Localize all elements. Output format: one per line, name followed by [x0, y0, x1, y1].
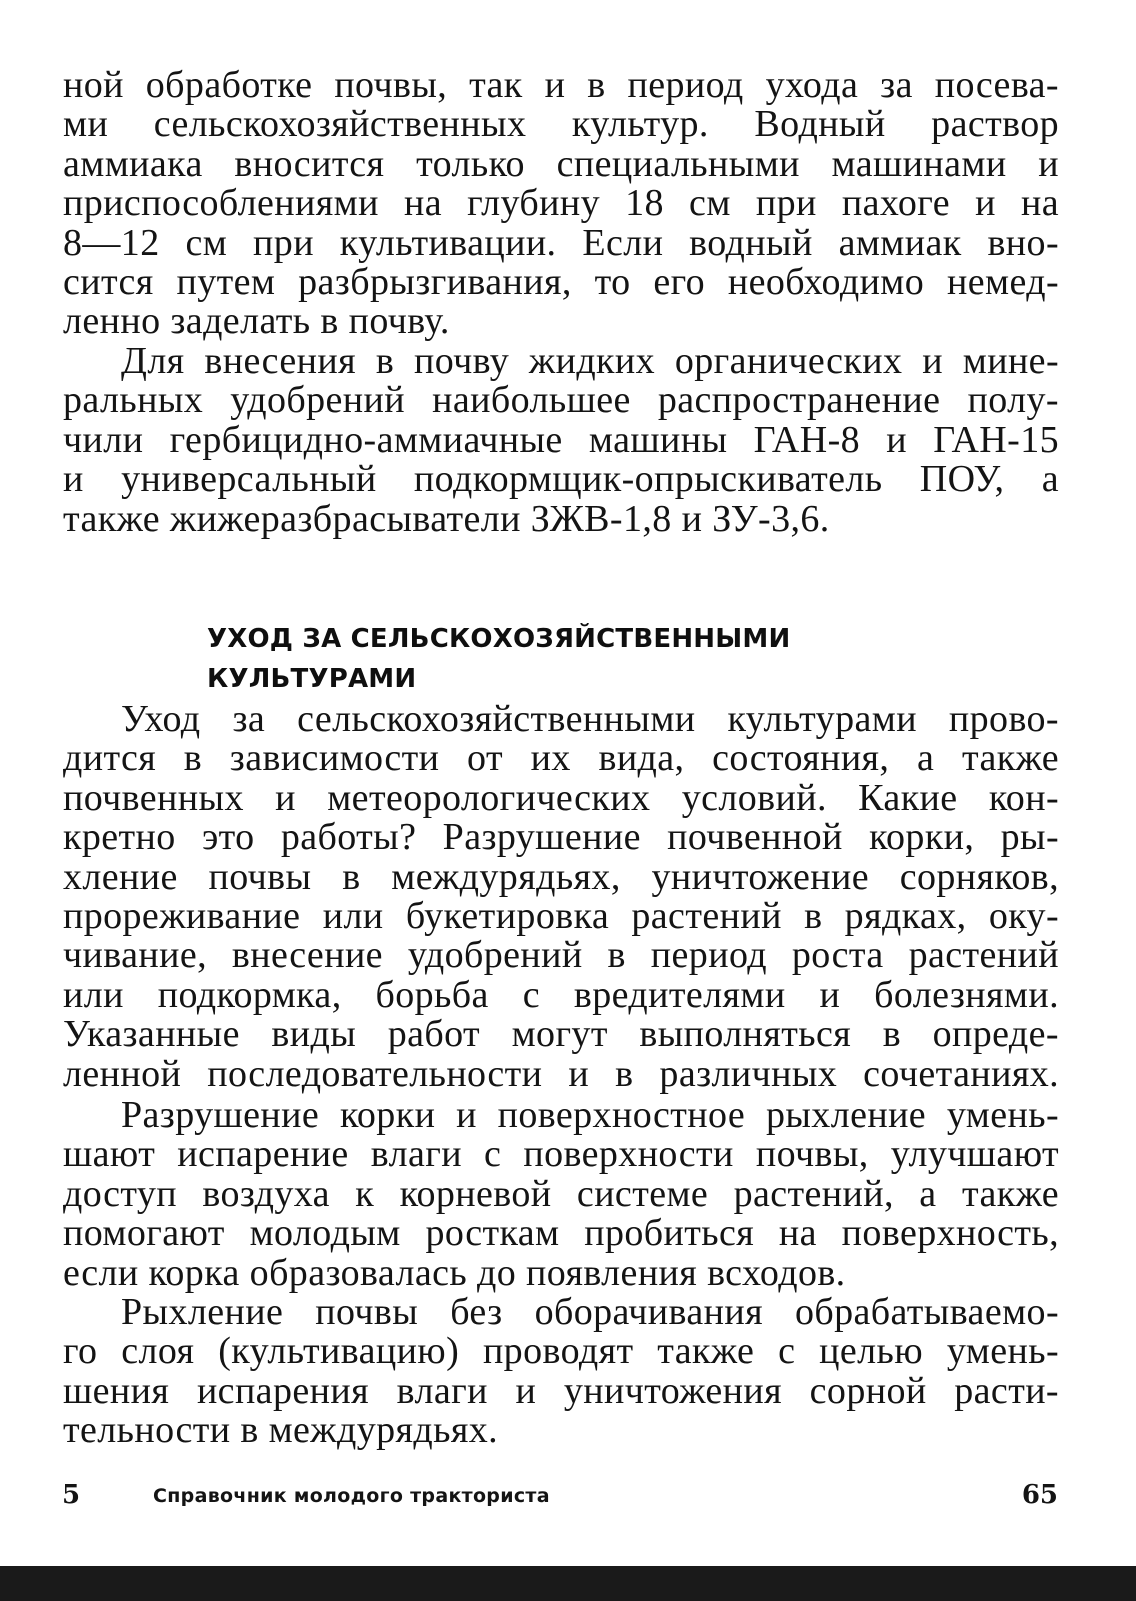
text-line: Рыхление почвы без оборачивания обрабатываемо-: [121, 1291, 1059, 1333]
text-line: если корка образовалась до появления всходов.: [63, 1251, 846, 1294]
text-line: чили гербицидно-аммиачные машины ГАН-8 и ГАН-15: [63, 418, 1059, 461]
text-line: ленной последовательности и в различных сочетаниях.: [63, 1052, 1059, 1095]
text-line: доступ воздуха к корневой системе растений, а также: [63, 1172, 1059, 1215]
section-heading-line: УХОД ЗА СЕЛЬСКОХОЗЯЙСТВЕННЫМИ: [207, 623, 791, 654]
text-line: кретно это работы? Разрушение почвенной корки, ры-: [63, 816, 1059, 859]
text-line: го слоя (культивацию) проводят также с целью умень-: [63, 1330, 1059, 1373]
text-line: шают испарение влаги с поверхности почвы, улучшают: [63, 1133, 1059, 1176]
paragraph-crop-care: [63, 700, 1059, 1094]
scan-edge-border: [0, 1566, 1136, 1601]
page-number: 65: [1021, 1480, 1058, 1510]
paragraph-machines: [63, 342, 1059, 539]
printer-signature-number: 5: [62, 1480, 81, 1510]
text-line: также жижеразбрасыватели ЗЖВ-1,8 и ЗУ-3,6.: [63, 497, 830, 540]
text-line: чивание, внесение удобрений в период роста растений: [63, 934, 1059, 977]
book-title-footer: Справочник молодого тракториста: [153, 1485, 550, 1507]
paragraph-cultivation: [63, 1293, 1059, 1451]
text-line: Указанные виды работ могут выполняться в опреде-: [63, 1013, 1059, 1056]
section-heading: [207, 619, 847, 699]
text-line: ми сельскохозяйственных культур. Водный раствор: [63, 103, 1059, 146]
text-line: хление почвы в междурядьях, уничтожение сорняков,: [63, 855, 1059, 898]
text-line: приспособлениями на глубину 18 см при пахоге и на: [63, 182, 1059, 225]
text-line: 8—12 см при культивации. Если водный аммиак вно-: [63, 221, 1059, 264]
section-heading-line: КУЛЬТУРАМИ: [207, 663, 417, 694]
text-line: дится в зависимости от их вида, состояния, а также: [63, 737, 1059, 780]
text-line: сится путем разбрызгивания, то его необходимо немед-: [63, 260, 1059, 303]
text-line: и универсальный подкормщик-опрыскиватель ПОУ, а: [63, 458, 1059, 501]
paragraph-crust-breaking: [63, 1096, 1059, 1293]
text-line: Для внесения в почву жидких органических и мине-: [121, 340, 1059, 382]
text-line: помогают молодым росткам пробиться на поверхность,: [63, 1212, 1059, 1255]
text-line: Уход за сельскохозяйственными культурами прово-: [121, 698, 1059, 740]
text-line: аммиака вносится только специальными машинами и: [63, 142, 1059, 185]
text-line: ральных удобрений наибольшее распространение полу-: [63, 379, 1059, 422]
text-line: почвенных и метеорологических условий. Какие кон-: [63, 776, 1059, 819]
text-line: шения испарения влаги и уничтожения сорной расти-: [63, 1369, 1059, 1412]
text-line: ленно заделать в почву.: [63, 300, 450, 343]
text-line: Разрушение корки и поверхностное рыхление умень-: [121, 1094, 1059, 1136]
text-line: тельности в междурядьях.: [63, 1409, 499, 1452]
text-line: ной обработке почвы, так и в период ухода за посева-: [63, 64, 1059, 106]
paragraph-continued: [63, 66, 1059, 342]
text-line: или подкормка, борьба с вредителями и болезнями.: [63, 973, 1059, 1016]
text-line: прореживание или букетировка растений в рядках, оку-: [63, 894, 1059, 937]
